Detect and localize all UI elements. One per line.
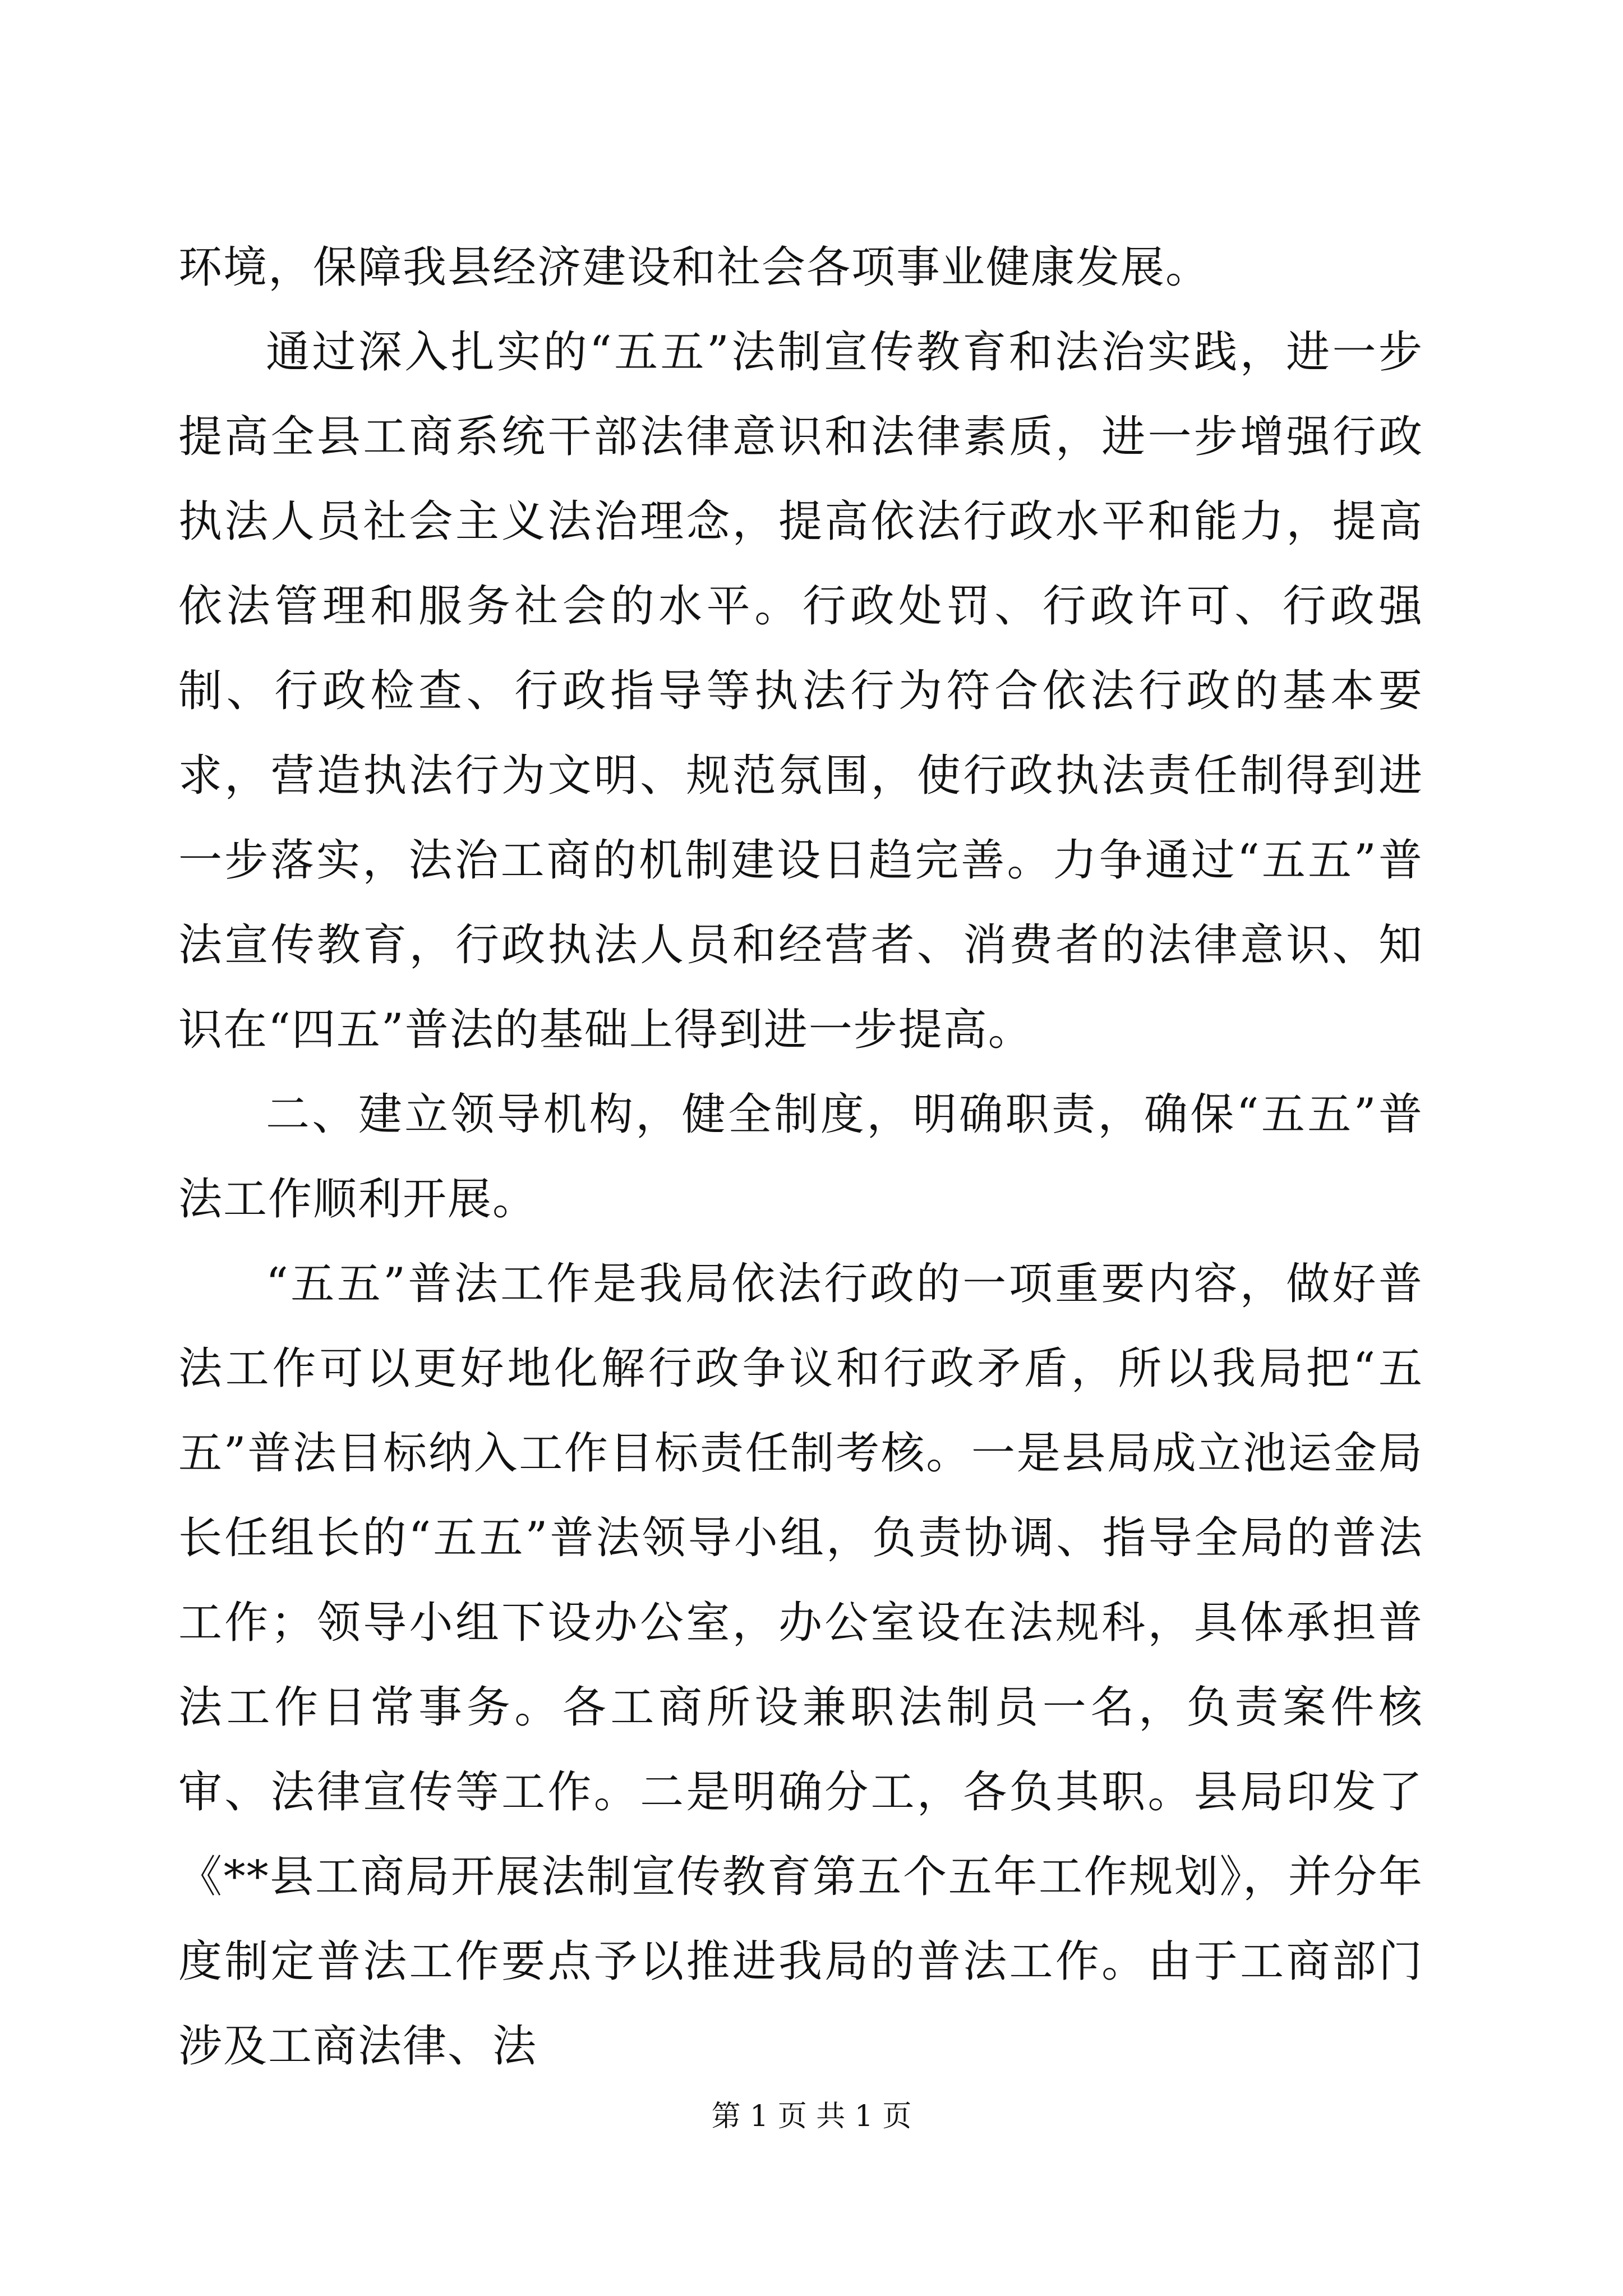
section-heading-2: 二、建立领导机构，健全制度，明确职责，确保“五五”普法工作顺利开展。: [178, 1089, 1423, 1225]
paragraph-1: 环境，保障我县经济建设和社会各项事业健康发展。: [178, 242, 1211, 293]
paragraph-3: “五五”普法工作是我局依法行政的一项重要内容，做好普法工作可以更好地化解行政争议和行政矛盾，所以我局把“五五”普法目标纳入工作目标责任制考核。一是县局成立池运金局长任组长的“五五”普法领导小组，负责协调、指导全局的普法工作；领导小组下设办公室，办公室设在法规科，具体承担普法工作日常事务。各工商所设兼职法制员一名，负责案件核审、法律宣传等工作。二是明确分工，各负其职。县局印发了《**县工商局开展法制宣传教育第五个五年工作规划》，并分年度制定普法工作要点予以推进我局的普法工作。由于工商部门涉及工商法律、法: [178, 1259, 1423, 2072]
paragraph-2: 通过深入扎实的“五五”法制宣传教育和法治实践，进一步提高全县工商系统干部法律意识和法律素质，进一步增强行政执法人员社会主义法治理念，提高依法行政水平和能力，提高依法管理和服务社会的水平。行政处罚、行政许可、行政强制、行政检查、行政指导等执法行为符合依法行政的基本要求，营造执法行为文明、规范氛围，使行政执法责任制得到进一步落实，法治工商的机制建设日趋完善。力争通过“五五”普法宣传教育，行政执法人员和经营者、消费者的法律意识、知识在“四五”普法的基础上得到进一步提高。: [178, 327, 1423, 1055]
page-footer: 第 1 页 共 1 页: [711, 2100, 912, 2133]
document-body: [178, 226, 1423, 2089]
